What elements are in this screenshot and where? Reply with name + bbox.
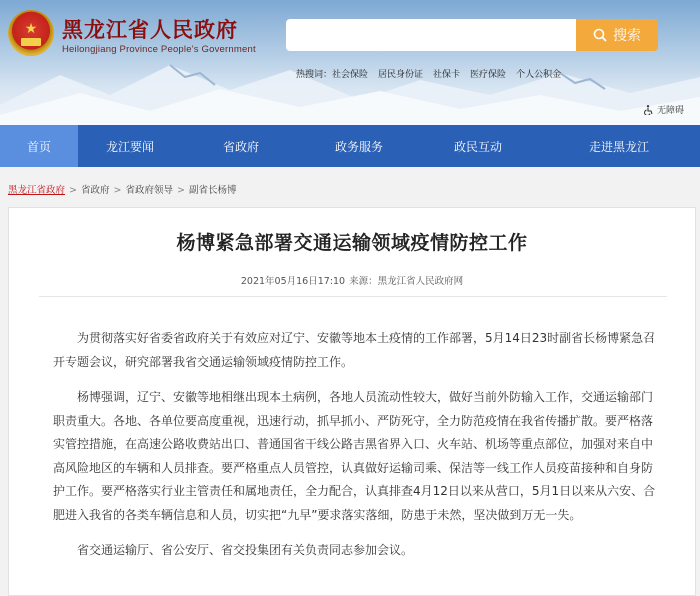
article-source: 来源：黑龙江省人民政府网 (349, 276, 464, 287)
hot-link-social-insurance[interactable]: 热搜词：社会保险 (296, 70, 369, 80)
article-meta (9, 273, 695, 287)
article-paragraph: 为贯彻落实好省委省政府关于有效应对辽宁、安徽等地本土疫情的工作部署，5月14日23时副省长杨博紧急召开专题会议，研究部署我省交通运输领域疫情防控工作。 (53, 331, 656, 369)
search-icon (593, 28, 607, 42)
article-title: 杨博紧急部署交通运输领域疫情防控工作 (176, 232, 528, 254)
nav-item-public-interaction[interactable]: 政民互动 (453, 139, 502, 154)
search-button[interactable] (576, 19, 658, 51)
accessibility-link[interactable] (644, 103, 684, 116)
nav-item-provincial-government[interactable]: 省政府 (222, 139, 259, 154)
nav-item-longjiang-news[interactable]: 龙江要闻 (105, 139, 154, 154)
article-date: 2021年05月16日17:10 (240, 276, 346, 287)
hot-link-housing-fund[interactable]: 个人公积金 (516, 70, 562, 80)
site-title[interactable]: 黑龙江省人民政府 (62, 17, 238, 42)
snow-mountain-banner (0, 45, 700, 125)
breadcrumb (8, 182, 236, 196)
national-emblem-logo: ★ (8, 10, 54, 56)
breadcrumb-vice-governor[interactable]: 副省长杨博 (188, 185, 237, 196)
title-divider (39, 296, 667, 297)
article-container (8, 207, 696, 596)
site-subtitle: Heilongjiang Province People's Government (62, 44, 256, 55)
site-header (0, 0, 700, 125)
nav-item-government-services[interactable]: 政务服务 (334, 139, 383, 154)
wheelchair-icon (644, 105, 654, 115)
hot-search-links (296, 67, 561, 80)
breadcrumb-separator: > (113, 185, 122, 196)
nav-item-home[interactable]: 首页 (0, 125, 78, 167)
hot-link-social-card[interactable]: 社保卡 (433, 70, 461, 80)
breadcrumb-separator: > (69, 185, 77, 196)
article-paragraph: 杨博强调，辽宁、安徽等地相继出现本土病例，各地人员流动性较大，做好当前外防输入工作，交通运输部门职责重大。各地、各单位要高度重视，迅速行动，抓早抓小、严防死守，全力防范疫情在我省传播扩散。要严格落实管控措施，在高速公路收费站出口、普通国省干线公路吉黑省界入口、火车站、机场等重点部位，加强对来自中高风险地区的车辆和人员排查。要严格重点人员管控，认真做好运输司乘、保洁等一线工作人员疫苗接种和自身防护工作。要严格落实行业主管责任和属地责任，全力配合，认真排查4月12日以来从营口，5月1日以来从六安、合肥进入我省的各类车辆信息和人员，切实把“九早”要求落实落细，防患于未然，坚决做到万无一失。 (53, 390, 656, 522)
search-button-label: 搜索 (613, 28, 641, 44)
accessibility-label: 无障碍 (657, 106, 685, 116)
search-input[interactable] (286, 19, 576, 51)
hot-link-id-card[interactable]: 居民身份证 (378, 70, 424, 80)
breadcrumb-separator: > (176, 185, 185, 196)
main-nav (0, 125, 700, 167)
breadcrumb-home-link[interactable]: 黑龙江省政府 (8, 185, 66, 196)
hot-link-medical-insurance[interactable]: 医疗保险 (470, 70, 507, 80)
breadcrumb-leaders[interactable]: 省政府领导 (125, 185, 173, 196)
breadcrumb-provincial-government[interactable]: 省政府 (80, 185, 110, 196)
nav-item-about-heilongjiang[interactable]: 走进黑龙江 (588, 139, 649, 154)
article-body (53, 327, 663, 575)
article-paragraph: 省交通运输厅、省公安厅、省交投集团有关负责同志参加会议。 (77, 543, 414, 557)
